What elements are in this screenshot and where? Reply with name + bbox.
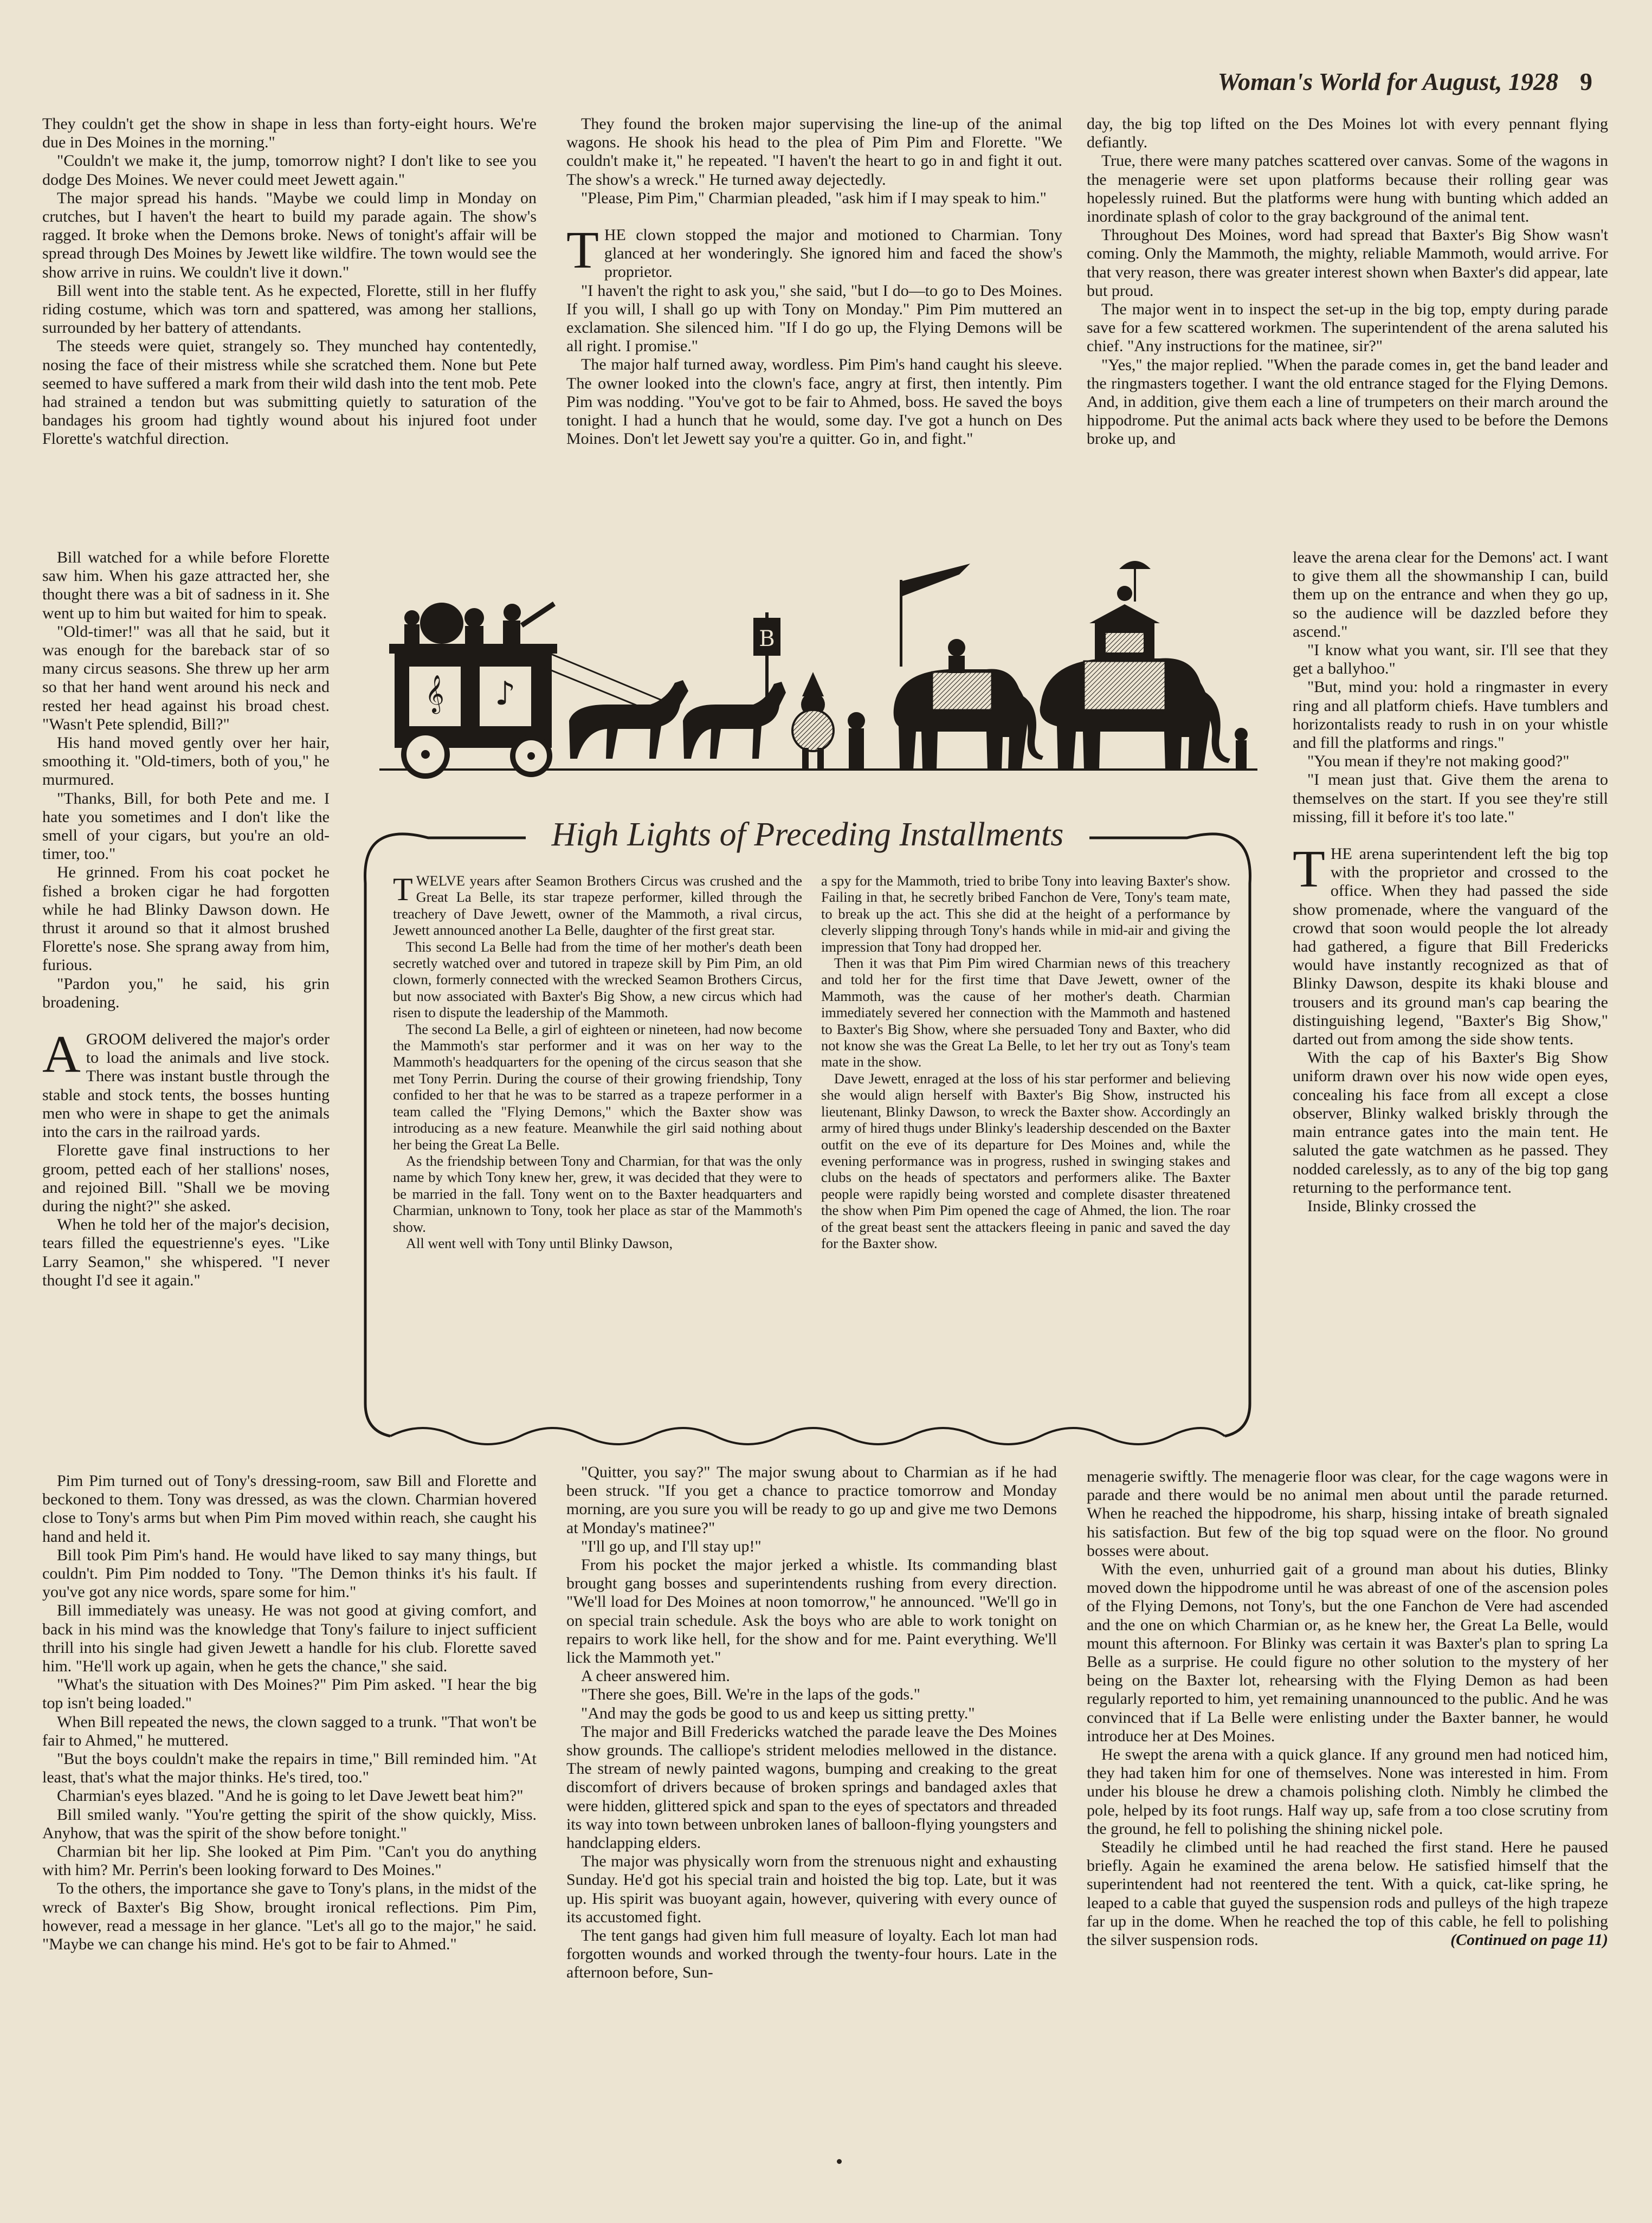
synopsis-paragraph: As the friendship between Tony and Charmian, for that was the only name by which Tony knew her, grew, it was decided that they were to be married in the fall. Tony went on to the Baxter headquarters and Charmian, unknown to Tony, took her place as star of the Mammoth's show. [393,1152,802,1235]
paragraph: The tent gangs had given him full measure of loyalty. Each lot man had forgotten wounds and worked through the twenty-four hours. Late in the afternoon before, Sun- [566,1927,1057,1982]
column-3-top [1087,115,1608,554]
elephant-silhouette [894,639,1043,770]
paragraph: "Quitter, you say?" The major swung about to Charmian as if he had been struck. "If you get a chance to practice tomorrow and Monday morning, are you sure you will be ready to go up and give me two Demons at Monday's matinee?" [566,1463,1057,1537]
svg-text:𝄞: 𝄞 [425,675,444,713]
column-1-narrow [42,548,330,1470]
paragraph: Charmian's eyes blazed. "And he is going to let Dave Jewett beat him?" [57,1787,524,1805]
drop-cap: T [1293,840,1325,899]
page-end-dot [837,2159,842,2164]
paragraph: Pim Pim turned out of Tony's dressing-room, saw Bill and Florette and beckoned to them. Tony was dressed, as was the clown. Charmian hovered close to Tony's arms but when Pim Pim moved within reach, she caught his hand and held it. [42,1472,537,1546]
synopsis-paragraph: TWELVE years after Seamon Brothers Circus was crushed and the Great La Belle, its star trapeze performer, killed through the treachery of Dave Jewett, owner of the Mammoth, a rival circus, Jewett announced another La Belle, daughter of the first great star. [393,873,802,939]
paragraph: "Thanks, Bill, for both Pete and me. I hate you sometimes and I don't like the smell of your cigars, but you're an old-timer, too." [42,789,330,863]
paragraph: True, there were many patches scattered over canvas. Some of the wagons in the menagerie were set upon platforms because their rolling gear was hopelessly ruined. But the platforms were hung with bunting which added an inordinate splash of color to the gray background of the animal tent. [1087,152,1608,226]
horse-team-silhouette [569,680,786,759]
paragraph: menagerie swiftly. The menagerie floor was clear, for the cage wagons were in parade and there would be no animal men about until the parade returned. When he reached the hippodrome, his sharp, hissing intake of breath signaled his satisfaction. But few of the big top squad were on the floor. No ground bosses were about. [1087,1468,1608,1560]
paragraph: "Couldn't we make it, the jump, tomorrow night? I don't like to see you dodge Des Moines. We never could meet Jewett again." [42,152,537,189]
paragraph: The major was physically worn from the strenuous night and exhausting Sunday. He'd got his special train and hoisted the big top. Late, but it was up. His spirit was buoyant again, however, quivering with every ounce of its accustomed fight. [566,1852,1057,1926]
synopsis-paragraph: a spy for the Mammoth, tried to bribe Tony into leaving Baxter's show. Failing in that, he secretly bribed Fanchon de Vere, Tony's team mate, to break up the act. This she did at the height of a performance by cleverly slipping through Tony's hands while in mid-air and giving the impression that Tony had dropped her. [821,873,1230,955]
paragraph: When he told her of the major's decision, tears filled the equestrienne's eyes. "Like Larry Seamon," she whispered. "I never thought I'd see it again." [42,1216,330,1289]
continued-on-page-note: (Continued on page 11) [1450,1931,1608,1949]
paragraph: The major and Bill Fredericks watched the parade leave the Des Moines show grounds. The calliope's strident melodies mellowed in the distance. The stream of newly painted wagons, bumping and creaking to the great discomfort of drivers because of broken springs and bandaged axles that were hidden, glittered spick and span to the eyes of spectators and threaded its way into town between unbroken lanes of balloon-flying youngsters and handclapping elders. [566,1722,1057,1852]
paragraph: The major went in to inspect the set-up in the big top, empty during parade save for a few scattered workmen. The superintendent of the arena saluted his chief. "Any instructions for the matinee, sir?" [1087,300,1608,356]
drop-cap: T [566,221,599,280]
paragraph: From his pocket the major jerked a whistle. Its commanding blast brought gang bosses and superintendents rushing from every direction. "We'll load for Des Moines at noon tomorrow," he announced. "We'll go in on special train schedule. Ask the boys who are able to work tonight on repairs to work like hell, for the show and for me. Paint everything. We'll lick the Mammoth yet." [566,1556,1057,1667]
running-header [1050,67,1592,96]
paragraph: "But, mind you: hold a ringmaster in every ring and all platform chiefs. Have tumblers and horizontalists ready to rush in on your whistle and fill the platforms and rings." [1293,678,1608,752]
paragraph: Throughout Des Moines, word had spread that Baxter's Big Show wasn't coming. Only the Mammoth, the mighty, reliable Mammoth, would arrive. For that very reason, there was greater interest shown when Baxter's did appear, late but proud. [1087,226,1608,300]
paragraph: "But the boys couldn't make the repairs in time," Bill reminded him. "At least, that's what the major thinks. He's tired, too." [42,1750,537,1787]
paragraph: "Please, Pim Pim," Charmian pleaded, "ask him if I may speak to him." [581,189,1047,207]
paragraph: The major half turned away, wordless. Pim Pim's hand caught his sleeve. The owner looked into the clown's face, angry at first, then intently. Pim Pim was nodding. "You've got to be fair to Ahmed, boss. He saved the boys tonight. I had a hunch that he would, some day. I've got a hunch on Des Moines. Don't let Jewett say you're a quitter. Go in, and fight." [566,356,1062,448]
synopsis-paragraph: All went well with Tony until Blinky Dawson, [405,1235,673,1251]
page-number: 9 [1580,68,1592,95]
drop-cap: T [393,873,413,907]
drop-cap: A [42,1025,81,1084]
paragraph: "I mean just that. Give them the arena to themselves on the start. If you see they're still missing, fill it before it's too late." [1293,771,1608,826]
svg-text:♪: ♪ [494,675,516,713]
paragraph: The major spread his hands. "Maybe we could limp in Monday on crutches, but I haven't the heart to build my parade again. The show's ragged. It broke when the Demons broke. News of tonight's affair will be spread through Des Moines by Jewett like wildfire. The town would see the show arrive in ruins. We couldn't live it down." [42,189,537,281]
paragraph: To the others, the importance she gave to Tony's plans, in the midst of the wreck of Baxter's Big Show, brought ironical reflections. Pim Pim, however, read a message in her glance. "Let's all go to the major," he said. "Maybe we can change his mind. He's got to be fair to Ahmed." [42,1879,537,1954]
elephant-with-howdah-silhouette [1040,561,1230,770]
synopsis-paragraph: Then it was that Pim Pim wired Charmian news of this treachery and told her for the first time that Dave Jewett, owner of the Mammoth, was the cause of her mother's death. Charmian immediately severed her connection with the Mammoth and hastened to Baxter's Big Show, where she persuaded Tony and Baxter, who did not know she was the Great La Belle, to let her try out as Tony's team mate in the show. [821,955,1230,1070]
paragraph: The steeds were quiet, strangely so. They munched hay contentedly, nosing the face of their mistress while she scratched them. None but Pete seemed to have suffered a mark from their wild dash into the tent mob. Pete had strained a tendon but was submitting quietly to saturation of the bandages his groom had tightly wound about his injured foot under Florette's watchful direction. [42,337,537,448]
paragraph: Steadily he climbed until he had reached the first stand. Here he paused briefly. Again he examined the arena below. He satisfied himself that the superintendent had not reentered the tent. With a quick, cat-like spring, he leaped to a cable that guyed the suspension rods and pulleys of the high trapeze far up in the dome. When he reached the top of this cable, he fell to polishing the silver suspension rods. (Continued on page 11) [1087,1838,1608,1949]
band-wagon-silhouette [389,602,557,776]
paragraph: They found the broken major supervising the line-up of the animal wagons. He shook his head to the plea of Pim Pim and Florette. "We couldn't make it," he repeated. "I haven't the heart to go in and fight it out. The show's a wreck." He turned away dejectedly. [566,115,1062,189]
paragraph: Florette gave final instructions to her groom, petted each of her stallions' noses, and rejoined Bill. "Shall we be moving during the night?" she asked. [42,1141,330,1215]
paragraph: "There she goes, Bill. We're in the laps of the gods." [581,1685,920,1704]
paragraph: He grinned. From his coat pocket he fished a broken cigar he had forgotten while he had Blinky Dawson down. He thrust it around so that it almost brushed Florette's nose. She sprang away from him, furious. [42,863,330,974]
column-1-top [42,115,537,548]
paragraph: "You mean if they're not making good?" [1307,752,1570,771]
paragraph: "Yes," the major replied. "When the parade comes in, get the band leader and the ringmasters together. I want the old entrance staged for the Flying Demons. And, in addition, give them each a line of trumpeters on their march around the hippodrome. Put the animal acts back where they used to be before the Demons broke up, and [1087,356,1608,448]
column-3-narrow [1293,548,1608,1467]
paragraph: "I know what you want, sir. I'll see that they get a ballyhoo." [1293,641,1608,678]
paragraph: A cheer answered him. [581,1667,730,1685]
synopsis-paragraph: Dave Jewett, enraged at the loss of his star performer and believing she would align herself with Baxter's Big Show, instructed his lieutenant, Blinky Dawson, to wreck the Baxter show. Accordingly an army of hired thugs under Blinky's leadership descended on the Baxter outfit on the eve of its departure for Des Moines and, while the evening performance was in progress, rushed in swinging stakes and clubs on the heads of spectators and performers alike. The Baxter people were rapidly being worsted and complete disaster threatened the show when Pim Pim opened the cage of Ahmed, the lion. The roar of the great beast sent the attackers fleeing in panic and saved the day for the Baxter show. [821,1070,1230,1251]
paragraph: leave the arena clear for the Demons' act. I want to give them all the showmanship I can, build them up on the entrance and when they go up, so the audience will be dazzled before they ascend." [1293,548,1608,641]
paragraph: Charmian bit her lip. She looked at Pim Pim. "Can't you do anything with him? Mr. Perrin's been looking forward to Des Moines." [42,1843,537,1879]
section-opening-paragraph: AGROOM delivered the major's order to load the animals and live stock. There was instant bustle through the stable and stock tents, the bosses hunting men who were in shape to get the animals into the cars in the railroad yards. [42,1025,330,1141]
paragraph: "Old-timer!" was all that he said, but it was enough for the bareback star of so many circus seasons. She threw up her arm so that her hand went around his neck and rested her head against his broad chest. "Wasn't Pete splendid, Bill?" [42,622,330,733]
paragraph: With the cap of his Baxter's Big Show uniform drawn over his now wide open eyes, concealing his face from all except a close observer, Blinky walked briskly through the main entrance gates into the main tent. He saluted the gate watchmen as he passed. They nodded carelessly, as to any of the big top gang returning to the performance tent. [1293,1049,1608,1197]
column-2-top [566,115,1062,548]
synopsis-title: High Lights of Preceding Installments [551,816,1064,853]
column-1-bottom [42,1472,537,2149]
paragraph: His hand moved gently over her hair, smoothing it. "Old-timers, both of you," he murmured. [42,734,330,789]
paragraph: Inside, Blinky crossed the [1307,1197,1476,1215]
paragraph: He swept the arena with a quick glance. If any ground men had noticed him, they had taken him for one of themselves. None was interested in him. From under his blouse he drew a chamois polishing cloth. Nimbly he climbed the pole, helped by its foot rungs. Half way up, safe from a too close scrutiny from the ground, he fell to polishing the shining nickel pole. [1087,1746,1608,1838]
column-3-bottom [1087,1468,1608,2151]
clown-silhouette [792,672,834,768]
paragraph: Bill watched for a while before Florette saw him. When his gaze attracted her, she thought there was a bit of sadness in it. She went up to him but waited for him to speak. [42,548,330,622]
paragraph: "What's the situation with Des Moines?" Pim Pim asked. "I hear the big top isn't being loaded." [42,1676,537,1713]
synopsis-paragraph: This second La Belle had from the time of her mother's death been secretly watched over and tutored in trapeze skill by Pim Pim, an old clown, formerly connected with the wrecked Seamon Brothers Circus, but now associated with Baxter's Big Show, a new circus which had risen to dispute the leadership of the Mammoth. [393,938,802,1021]
paragraph: day, the big top lifted on the Des Moines lot with every pennant flying defiantly. [1087,115,1608,152]
paragraph: "I'll go up, and I'll stay up!" [581,1537,762,1555]
banner-letter: B [759,626,775,651]
paragraph: Bill took Pim Pim's hand. He would have liked to say many things, but couldn't. Pim Pim nodded to Tony. "The Demon thinks it's his fault. If you've got any nice words, spare some for him." [42,1546,537,1601]
circus-parade-illustration [379,542,1257,813]
paragraph: "Pardon you," he said, his grin broadening. [42,974,330,1011]
magazine-issue-title: Woman's World for August, 1928 [1217,68,1558,95]
section-opening-paragraph: THE arena superintendent left the big top with the proprietor and crossed to the office. When they had passed the side show promenade, where the vanguard of the crowd that soon would people the lot already had gathered, a figure that Bill Fredericks would have instantly recognized as that of Blinky Dawson, despite its khaki blouse and trousers and its ground man's cap bearing the distinguishing legend, "Baxter's Big Show," darted out from among the side show tents. [1293,840,1608,1049]
paragraph: When Bill repeated the news, the clown sagged to a trunk. "That won't be fair to Ahmed," he muttered. [42,1713,537,1749]
paragraph: With the even, unhurried gait of a ground man about his duties, Blinky moved down the hippodrome until he was abreast of one of the ascension poles of the Flying Demons, not Tony's, but the one Fanchon de Vere had ascended and the one on which Charmian or, as he knew her, the Great La Belle, would mount this afternoon. For Blinky was certain it was Baxter's plan to spring La Belle as a surprise. He could figure no other solution to the mystery of her being on the Baxter lot, rehearsing with the Flying Demon as had been regularly reported to him, yet remaining unannounced to the public. And he was convinced that if La Belle were enlisting under the Baxter banner, he would introduce her at Des Moines. [1087,1560,1608,1745]
paragraph: "I haven't the right to ask you," she said, "but I do—to go to Des Moines. If you will, I shall go up with Tony on Monday." Pim Pim muttered an exclamation. She silenced him. "If I do go up, the Flying Demons will be all right. I promise." [566,281,1062,356]
synopsis-column-1 [393,873,802,1387]
paragraph: "And may the gods be good to us and keep us sitting pretty." [581,1704,975,1722]
column-2-bottom [566,1463,1057,2149]
paragraph: Bill smiled wanly. "You're getting the spirit of the show quickly, Miss. Anyhow, that was the spirit of the show before tonight." [42,1805,537,1842]
paragraph: Bill went into the stable tent. As he expected, Florette, still in her fluffy riding costume, which was torn and spattered, was among her stallions, surrounded by her battery of attendants. [42,281,537,337]
synopsis-paragraph: The second La Belle, a girl of eighteen or nineteen, had now become the Mammoth's star performer and it was on her way to the Mammoth's headquarters for the opening of the circus season that she met Tony Perrin. During the course of their growing friendship, Tony confided to her that he was to be starred as a trapeze performer in a team called the "Flying Demons," which the Baxter show was introducing as a new feature. Meanwhile the girl said nothing about her being the Great La Belle. [393,1020,802,1153]
section-opening-paragraph: THE clown stopped the major and motioned to Charmian. Tony glanced at her wonderingly. She ignored him and faced the show's proprietor. [566,221,1062,281]
paragraph: Bill immediately was uneasy. He was not good at giving comfort, and back in his mind was the knowledge that Tony's failure to inject sufficient thrill into his single had given Jewett a handle for his club. Florette saved him. "He'll work up again, when he gets the chance," she said. [42,1601,537,1676]
synopsis-column-2 [821,873,1230,1387]
paragraph: They couldn't get the show in shape in less than forty-eight hours. We're due in Des Moines in the morning." [42,115,537,152]
